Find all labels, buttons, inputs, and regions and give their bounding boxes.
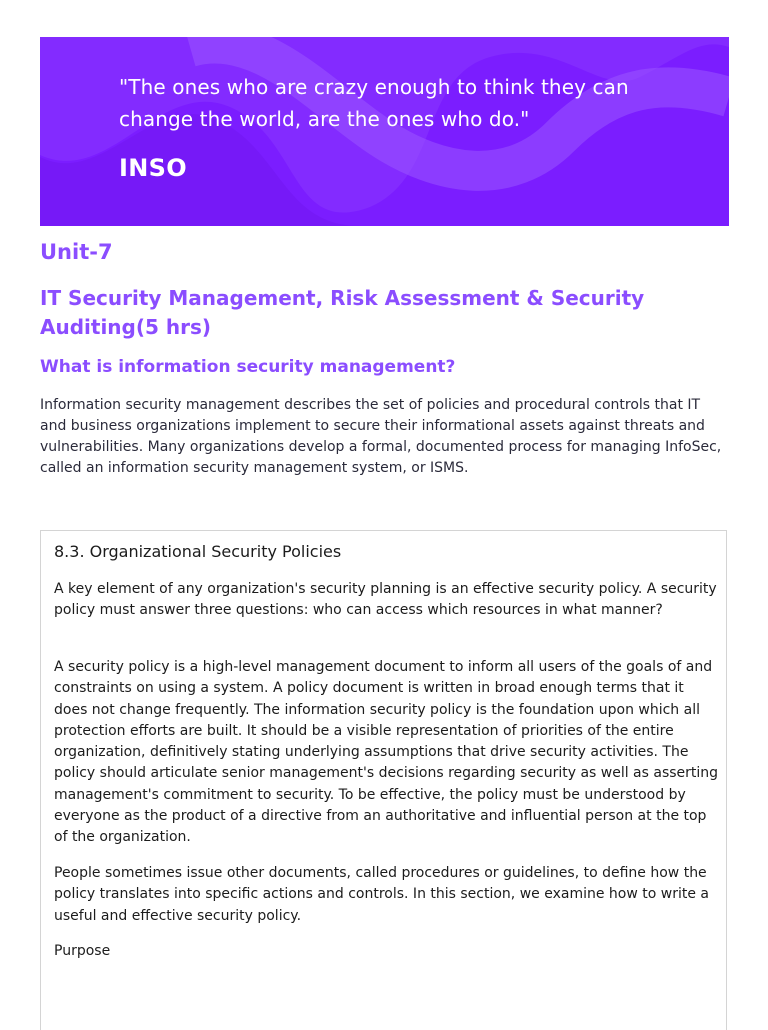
quote-banner xyxy=(40,37,729,226)
section-question: What is information security management? xyxy=(40,357,456,377)
intro-paragraph: Information security management describes the set of policies and procedural controls that IT and business organizations implement to secure their informational assets against threats and vulnerabilities. Many organizations develop a formal, documented process for managing InfoSec, called an information security management system, or ISMS. xyxy=(40,397,722,476)
banner-quote: "The ones who are crazy enough to think they can change the world, are the ones who do." xyxy=(119,75,629,131)
policy-card xyxy=(40,530,727,1030)
card-paragraph: A security policy is a high-level management document to inform all users of the goals of and constraints on using a system. A policy document is written in broad enough terms that it does not change frequently. The information security policy is the foundation upon which all protection efforts are built. It should be a visible representation of priorities of the entire organization, definitively stating underlying assumptions that drive security activities. The policy should articulate senior management's decisions regarding security as well as asserting management's commitment to security. To be effective, the policy must be understood by everyone as the product of a directive from an authoritative and influential person at the top of the organization. xyxy=(54,659,719,846)
card-paragraph: A key element of any organization's security planning is an effective security policy. A security policy must answer three questions: who can access which resources in what manner? xyxy=(54,581,717,619)
main-title: IT Security Management, Risk Assessment & Security Auditing(5 hrs) xyxy=(40,286,645,339)
brand-logo-text: INSO xyxy=(119,154,187,182)
card-paragraph: Purpose xyxy=(54,943,111,959)
card-heading: 8.3. Organizational Security Policies xyxy=(54,542,342,561)
card-paragraph: People sometimes issue other documents, called procedures or guidelines, to define how the policy translates into specific actions and controls. In this section, we examine how to write a useful and effective security policy. xyxy=(54,865,709,924)
unit-title: Unit-7 xyxy=(40,240,113,264)
